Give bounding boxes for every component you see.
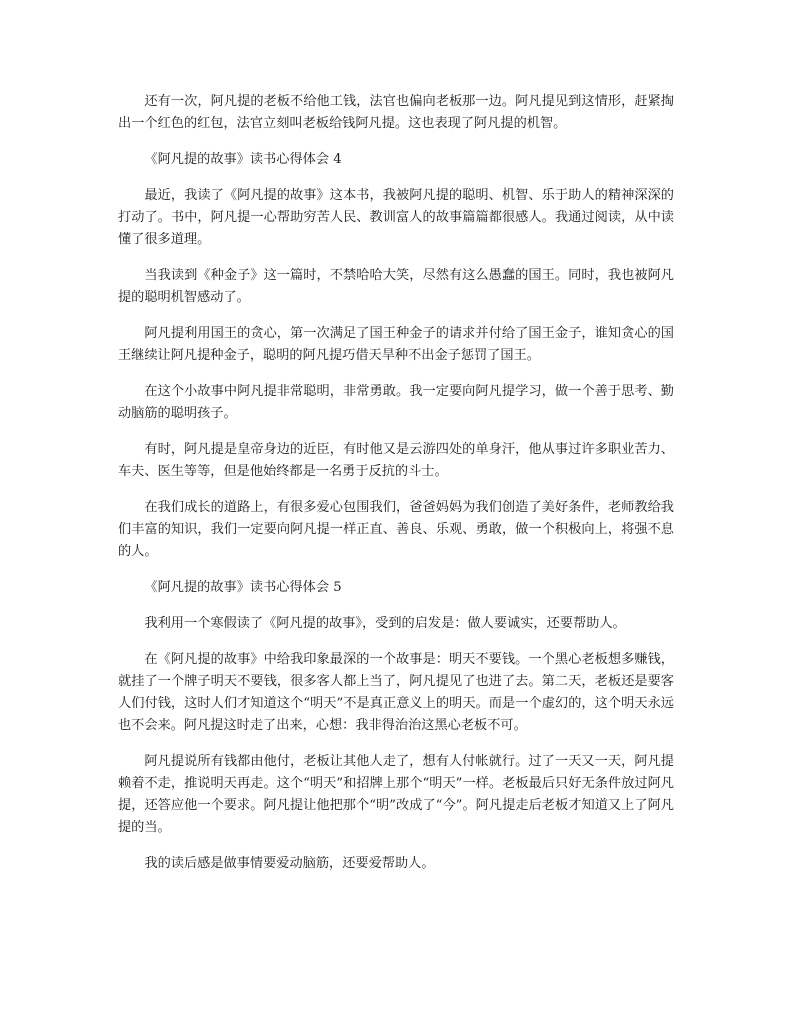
paragraph: 当我读到《种金子》这一篇时，不禁哈哈大笑，尽然有这么愚蠢的国王。同时，我也被阿凡提的聪明机智感动了。 xyxy=(118,268,674,305)
paragraph: 有时，阿凡提是皇帝身边的近臣，有时他又是云游四处的单身汗，他从事过许多职业苦力、车夫、医生等等，但是他始终都是一名勇于反抗的斗士。 xyxy=(118,442,674,479)
paragraph: 在我们成长的道路上，有很多爱心包围我们，爸爸妈妈为我们创造了美好条件，老师教给我们丰富的知识，我们一定要向阿凡提一样正直、善良、乐观、勇敢，做一个积极向上，将强不息的人。 xyxy=(118,500,674,559)
paragraph: 在这个小故事中阿凡提非常聪明，非常勇敢。我一定要向阿凡提学习，做一个善于思考、勤动脑筋的聪明孩子。 xyxy=(118,384,674,421)
section-heading: 《阿凡提的故事》读书心得体会 5 xyxy=(144,580,342,595)
paragraph: 我的读后感是做事情要爱动脑筋，还要爱帮助人。 xyxy=(144,856,435,871)
paragraph: 最近，我读了《阿凡提的故事》这本书，我被阿凡提的聪明、机智、乐于助人的精神深深的打动了。书中，阿凡提一心帮助穷苦人民、教训富人的故事篇篇都很感人。我通过阅读，从中读懂了很多道理。 xyxy=(118,188,674,247)
paragraph: 在《阿凡提的故事》中给我印象最深的一个故事是：明天不要钱。一个黑心老板想多赚钱，就挂了一个牌子明天不要钱，很多客人都上当了，阿凡提见了也进了去。第二天，老板还是要客人们付钱，这时人们才知道这个“明天”不是真正意义上的明天。而是一个虚幻的，这个明天永远也不会来。阿凡提这时走了出来，心想：我非得治治这黑心老板不可。 xyxy=(118,652,674,733)
paragraph: 阿凡提说所有钱都由他付，老板让其他人走了，想有人付帐就行。过了一天又一天，阿凡提赖着不走，推说明天再走。这个“明天”和招牌上那个“明天”一样。老板最后只好无条件放过阿凡提，还答应他一个要求。阿凡提让他把那个“明”改成了“今”。阿凡提走后老板才知道又上了阿凡提的当。 xyxy=(118,754,674,835)
paragraph: 还有一次，阿凡提的老板不给他工钱，法官也偏向老板那一边。阿凡提见到这情形，赶紧掏出一个红色的红包，法官立刻叫老板给钱阿凡提。这也表现了阿凡提的机智。 xyxy=(118,94,674,131)
section-heading: 《阿凡提的故事》读书心得体会 4 xyxy=(144,152,342,167)
paragraph: 我利用一个寒假读了《阿凡提的故事》，受到的启发是：做人要诚实，还要帮助人。 xyxy=(144,616,626,631)
document-page xyxy=(118,91,674,889)
paragraph: 阿凡提利用国王的贪心，第一次满足了国王种金子的请求并付给了国王金子，谁知贪心的国王继续让阿凡提种金子，聪明的阿凡提巧借天旱种不出金子惩罚了国王。 xyxy=(118,326,674,363)
